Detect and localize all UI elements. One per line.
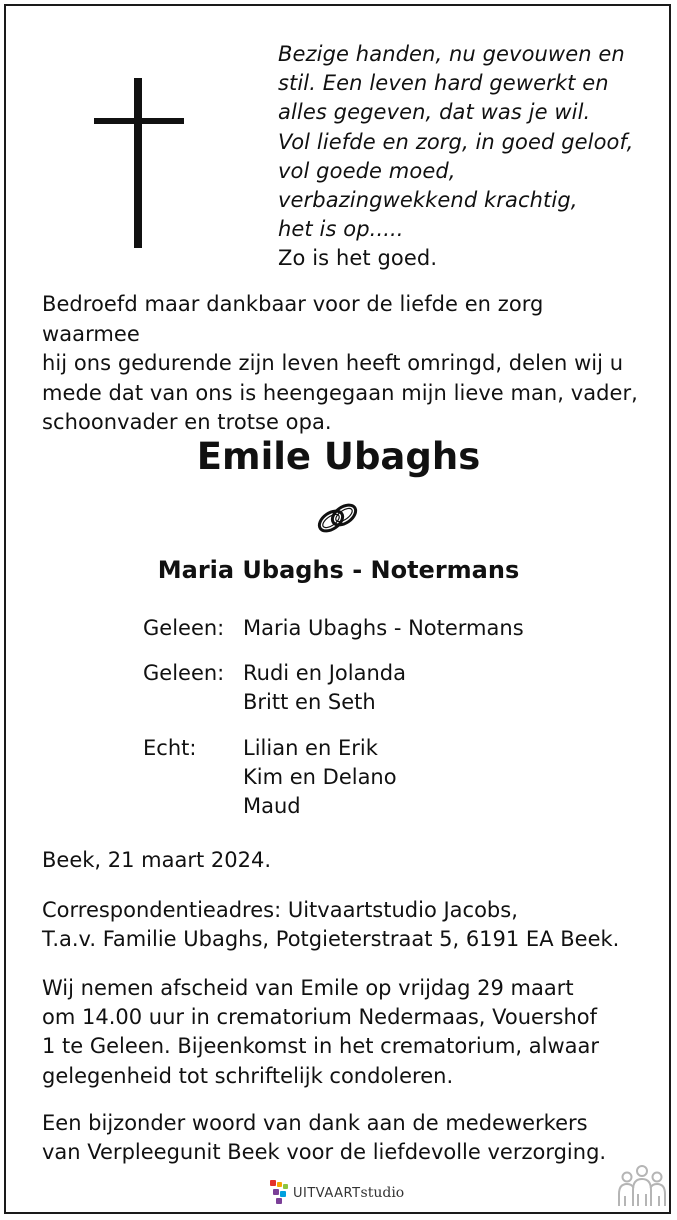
family-group <box>143 659 524 717</box>
family-group <box>143 734 524 822</box>
intro-text <box>42 290 642 438</box>
poem <box>278 40 658 274</box>
family-place: Echt: <box>143 735 197 760</box>
family-member: Maud <box>243 794 301 819</box>
farewell-line: 1 te Geleen. Bijeenkomst in het crematorium, alwaar <box>42 1034 600 1059</box>
family-list <box>143 614 524 837</box>
thanks-text <box>42 1109 652 1167</box>
family-member: Rudi en Jolanda <box>243 661 406 686</box>
poem-last-line: Zo is het goed. <box>278 246 438 271</box>
thanks-line: Een bijzonder woord van dank aan de medewerkers <box>42 1111 588 1135</box>
family-member: Lilian en Erik <box>243 735 378 760</box>
poem-line: Bezige handen, nu gevouwen en <box>278 42 625 66</box>
poem-line: verbazingwekkend krachtig, <box>278 188 578 213</box>
family-group <box>143 614 524 643</box>
family-member: Kim en Delano <box>243 764 397 789</box>
thanks-line: van Verpleegunit Beek voor de liefdevolle verzorging. <box>42 1140 607 1165</box>
uitvaartstudio-logo <box>268 1176 404 1210</box>
family-place: Geleen: <box>143 661 225 686</box>
poem-line: vol goede moed, <box>278 158 456 183</box>
poem-line: stil. Een leven hard gewerkt en <box>278 71 609 96</box>
intro-line: hij ons gedurende zijn leven heeft omringd, delen wij u <box>42 351 624 375</box>
correspondence-address <box>42 896 652 954</box>
intro-line: mede dat van ons is heengegaan mijn lieve man, vader, <box>42 380 638 405</box>
farewell-line: om 14.00 uur in crematorium Nedermaas, Vouershof <box>42 1005 598 1030</box>
farewell-line: gelegenheid tot schriftelijk condoleren. <box>42 1063 454 1088</box>
poem-line: alles gegeven, dat was je wil. <box>278 100 591 125</box>
intro-line: schoonvader en trotse opa. <box>42 410 332 434</box>
farewell-text <box>42 974 652 1091</box>
family-place: Geleen: <box>143 616 225 640</box>
logo-text-part1: UITVAART <box>293 1186 361 1201</box>
date-line: Beek, 21 maart 2024. <box>42 848 272 872</box>
wedding-rings-icon <box>313 498 363 538</box>
correspondence-line: Correspondentieadres: Uitvaartstudio Jacobs, <box>42 898 518 922</box>
deceased-name: Emile Ubaghs <box>196 435 481 478</box>
cross-icon <box>94 78 184 248</box>
people-group-icon <box>616 1164 668 1208</box>
farewell-line: Wij nemen afscheid van Emile op vrijdag 29 maart <box>42 976 574 1000</box>
logo-text-part2: studio <box>360 1185 405 1201</box>
logo-text <box>293 1185 404 1201</box>
logo-mark-icon <box>268 1178 290 1208</box>
intro-line: Bedroefd maar dankbaar voor de liefde en zorg waarmee <box>42 292 544 346</box>
poem-line: het is op..... <box>278 217 404 242</box>
family-member: Britt en Seth <box>243 690 376 715</box>
spouse-name: Maria Ubaghs - Notermans <box>157 556 520 584</box>
family-member: Maria Ubaghs - Notermans <box>243 616 524 640</box>
poem-line: Vol liefde en zorg, in goed geloof, <box>278 129 634 154</box>
correspondence-line: T.a.v. Familie Ubaghs, Potgieterstraat 5, 6191 EA Beek. <box>42 927 620 952</box>
